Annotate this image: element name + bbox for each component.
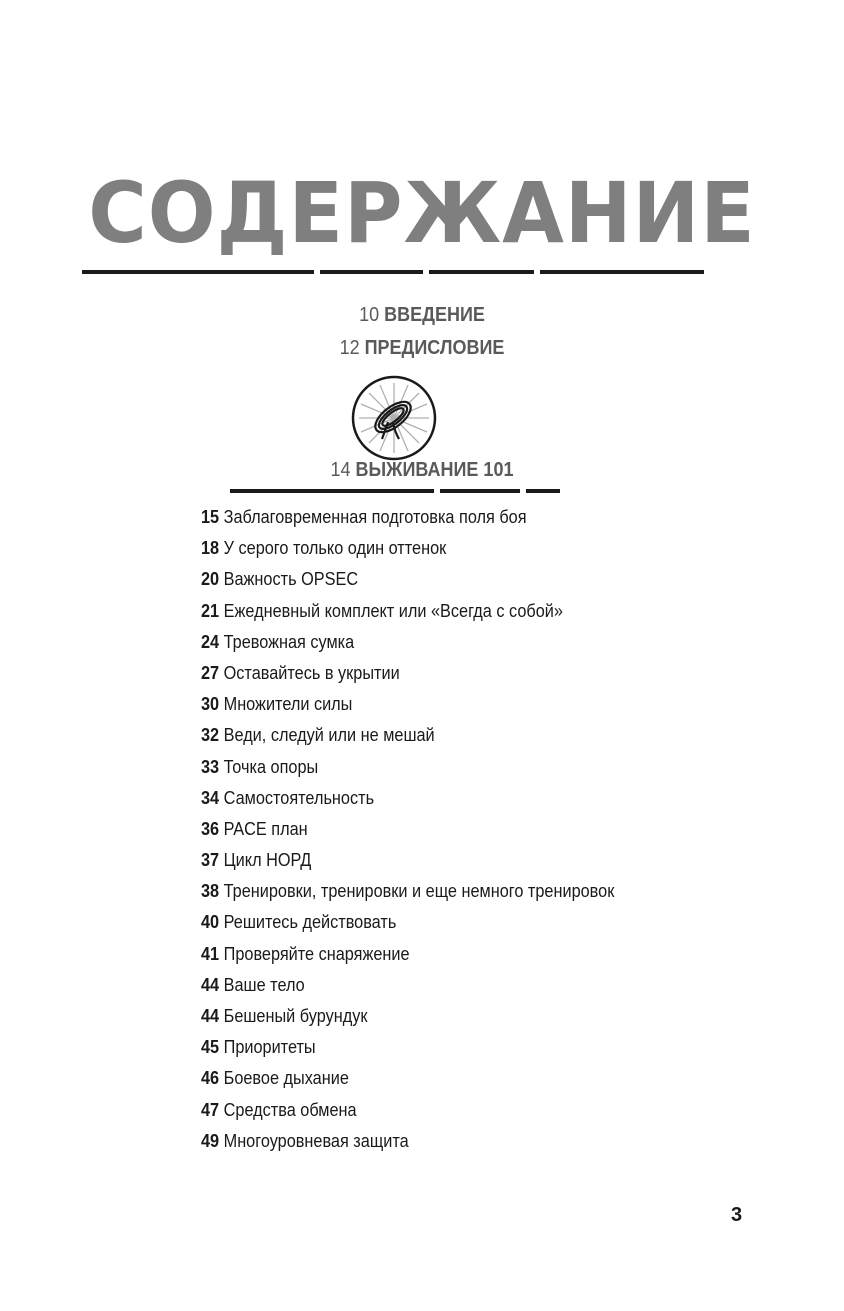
toc-page: 15 [201,506,220,527]
toc-title: Решитесь действовать [223,911,397,933]
section-intro-label: ВВЕДЕНИЕ [384,304,485,326]
toc-title: Тренировки, тренировки и еще немного тренировок [223,880,615,902]
toc-page: 30 [201,693,220,715]
toc-entry[interactable] [201,846,614,877]
toc-title: Цикл НОРД [223,849,312,871]
toc-entry[interactable] [201,877,614,908]
toc-entry[interactable] [201,565,614,596]
toc-page: 49 [201,1129,220,1151]
toc-title: Оставайтесь в укрытии [223,661,400,683]
section-preface-label: ПРЕДИСЛОВИЕ [364,337,505,359]
toc-title: Многоуровневая защита [223,1129,409,1151]
toc-list [201,503,671,1158]
toc-title: Проверяйте снаряжение [223,942,410,964]
toc-entry[interactable] [201,908,614,939]
toc-page: 18 [201,537,220,559]
toc-entry[interactable] [201,1002,614,1033]
toc-entry[interactable] [201,597,614,628]
toc-entry[interactable] [201,534,614,565]
toc-page: 37 [201,849,220,871]
toc-page: 36 [201,817,220,839]
toc-title: PACE план [223,817,308,839]
toc-entry[interactable] [201,503,614,534]
toc-page: 20 [201,568,220,590]
toc-title: Приоритеты [223,1036,316,1058]
toc-page: 47 [201,1098,220,1120]
toc-page: 41 [201,942,220,964]
toc-title: Важность OPSEC [223,568,359,590]
toc-entry[interactable] [201,1096,614,1127]
toc-title: Ваше тело [223,973,305,995]
toc-page: 33 [201,755,220,777]
toc-entry[interactable] [201,784,614,815]
page-title: СОДЕРЖАНИЕ [88,164,756,262]
toc-entry[interactable] [201,1033,614,1064]
toc-entry[interactable] [201,815,614,846]
toc-page: 32 [201,724,220,746]
rope-coil-icon [351,375,437,461]
toc-title: Тревожная сумка [223,630,355,652]
toc-page: 38 [201,880,220,902]
toc-title: Средства обмена [223,1098,357,1120]
toc-entry[interactable] [201,940,614,971]
section-preface-page: 12 [339,337,360,359]
toc-page: 34 [201,786,220,808]
toc-title: Точка опоры [223,755,319,777]
toc-entry[interactable] [201,690,614,721]
toc-page: 44 [201,1005,220,1026]
toc-page: 27 [201,661,220,683]
toc-page: 40 [201,911,220,933]
toc-entry[interactable] [201,659,614,690]
toc-page: 21 [201,599,220,621]
toc-title: У серого только один оттенок [223,537,447,559]
section-survival[interactable] [42,458,802,482]
section-intro[interactable] [42,303,802,327]
toc-title: Бешеный бурундук [223,1005,368,1026]
title-divider [82,270,704,274]
toc-entry[interactable] [201,1127,614,1158]
toc-entry[interactable] [201,971,614,1002]
toc-title: Ежедневный комплект или «Всегда с собой» [223,599,563,621]
page-number: 3 [731,1204,743,1226]
toc-title: Боевое дыхание [223,1067,349,1089]
section-preface[interactable] [42,336,802,360]
section-intro-page: 10 [359,304,380,326]
toc-page: 44 [201,973,220,995]
section-divider [230,489,560,493]
toc-entry[interactable] [201,753,614,784]
toc-page: 45 [201,1036,220,1058]
toc-title: Заблаговременная подготовка поля боя [223,506,527,527]
toc-entry[interactable] [201,628,614,659]
toc-entry[interactable] [201,1064,614,1095]
toc-title: Веди, следуй или не мешай [223,724,435,746]
toc-title: Самостоятельность [223,786,375,808]
toc-entry[interactable] [201,721,614,752]
section-survival-label: ВЫЖИВАНИЕ 101 [355,459,514,481]
toc-title: Множители силы [223,693,353,715]
toc-page: 24 [201,630,220,652]
section-survival-page: 14 [330,459,351,481]
toc-page: 46 [201,1067,220,1089]
